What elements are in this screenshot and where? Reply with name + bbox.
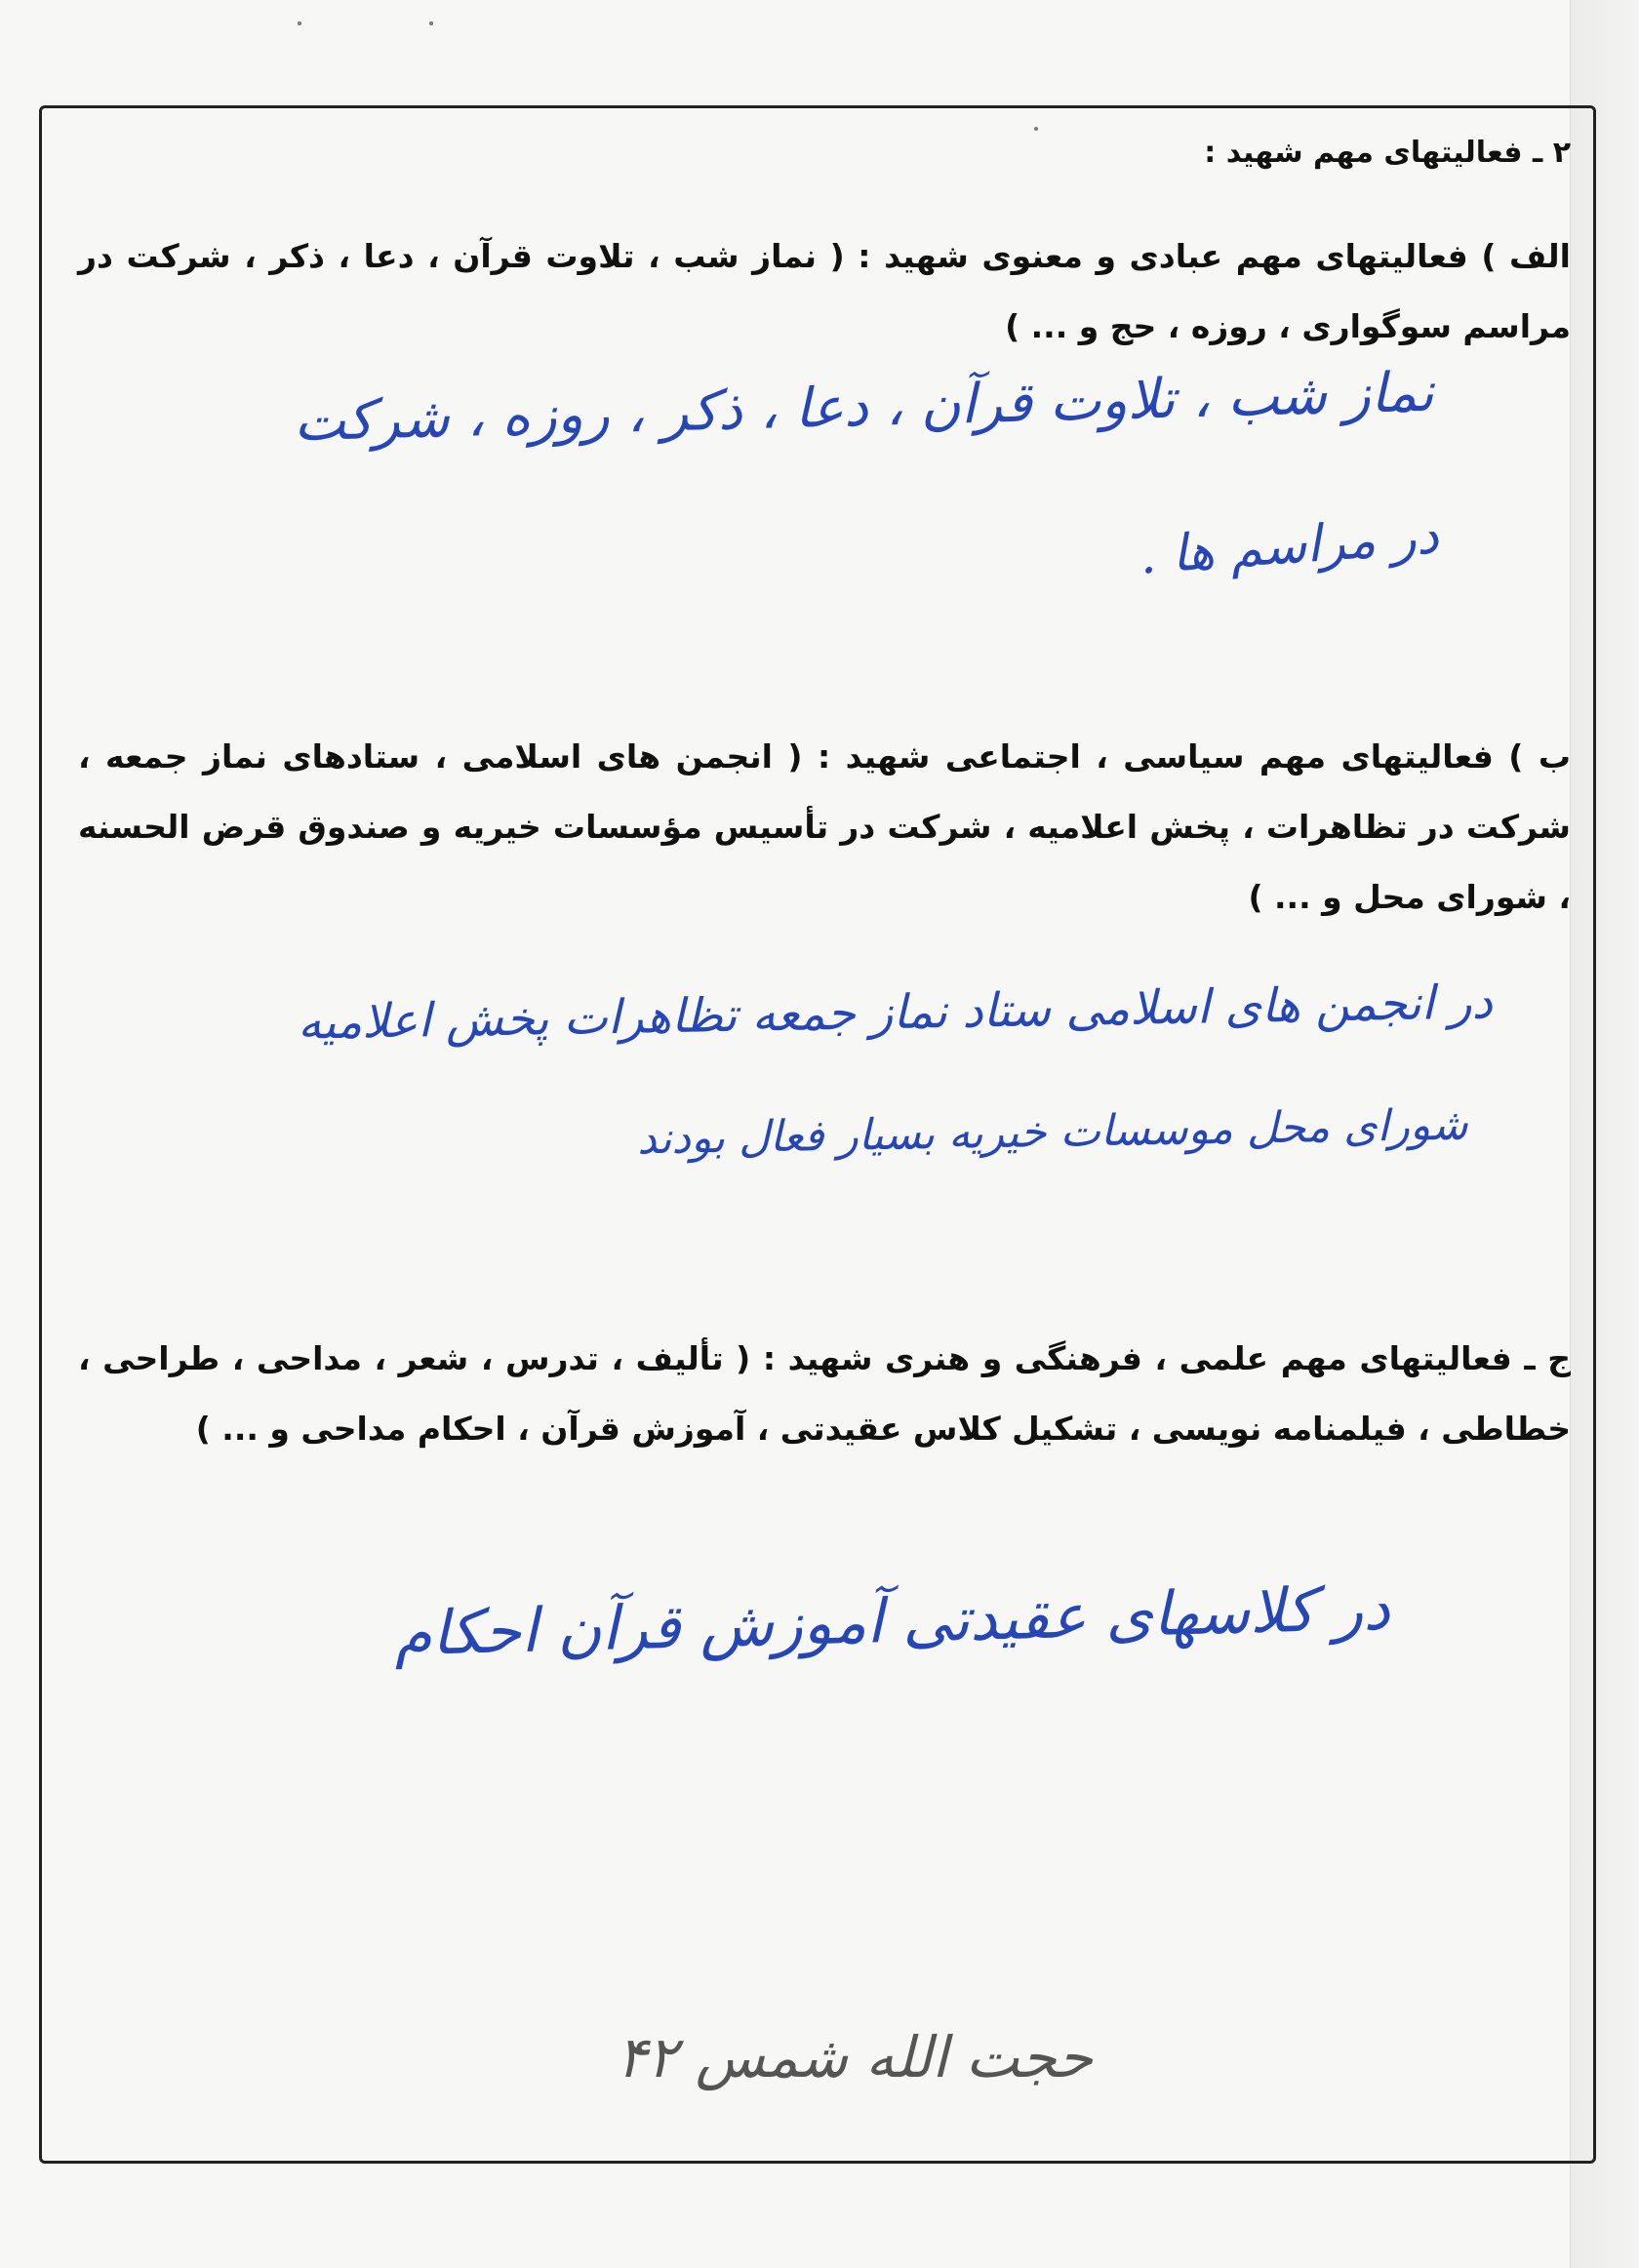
- scan-speck: [429, 21, 433, 25]
- handwritten-answer-a-line-2: در مراسم ها .: [1138, 506, 1441, 586]
- printed-question-b: ب ) فعالیتهای مهم سیاسی ، اجتماعی شهید : ( انجمن های اسلامی ، ستادهای نماز جمعه ، شرکت در تظاهرات ، پخش اعلامیه ، شرکت در تأسیس مؤسسات خیریه و صندوق قرض الحسنه ، شورای محل و ... ): [78, 737, 1571, 916]
- printed-question-c: ج ـ فعالیتهای مهم علمی ، فرهنگی و هنری شهید : ( تألیف ، تدرس ، شعر ، مداحی ، طراحی ، خطاطی ، فیلمنامه نویسی ، تشکیل کلاس عقیدتی ، آموزش قرآن ، احکام مداحی و ... ): [78, 1339, 1571, 1448]
- section-heading: ۲ ـ فعالیتهای مهم شهید :: [1204, 136, 1571, 170]
- handwritten-answer-a-line-1: نماز شب ، تلاوت قرآن ، دعا ، ذکر ، روزه ، شرکت: [293, 360, 1435, 455]
- pencil-signature: حجت الله شمس ۴۲: [616, 2024, 1093, 2090]
- scan-speck: [298, 21, 301, 25]
- handwritten-answer-c-line-1: در کلاسهای عقیدتی آموزش قرآن احکام: [393, 1572, 1391, 1670]
- printed-question-a: الف ) فعالیتهای مهم عبادی و معنوی شهید : ( نماز شب ، تلاوت قرآن ، دعا ، ذکر ، شرکت در مراسم سوگواری ، روزه ، حج و ... ): [78, 237, 1571, 345]
- handwritten-answer-b-line-1: در انجمن های اسلامی ستاد نماز جمعه تظاهرات پخش اعلامیه: [297, 975, 1494, 1051]
- handwritten-answer-b-line-2: شورای محل موسسات خیریه بسیار فعال بودند: [637, 1099, 1469, 1165]
